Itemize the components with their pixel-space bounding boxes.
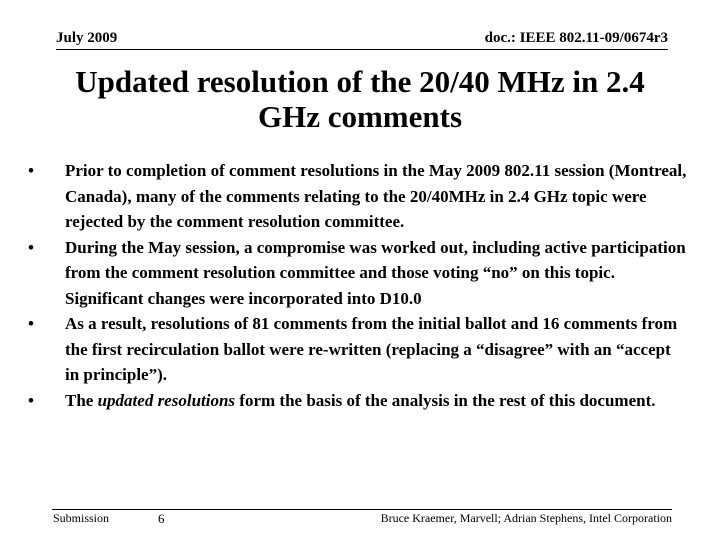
bullet-icon: •: [28, 314, 34, 333]
bullet-text: During the May session, a compromise was worked out, including active participation from the comment resolution committee and those voting “no” on this topic. Significant changes were incorporated into D10.0: [65, 237, 686, 308]
slide-title-line-1: Updated resolution of the 20/40 MHz in 2.4: [75, 64, 645, 99]
bullet-item: [28, 235, 688, 312]
bullet-text-post: form the basis of the analysis in the rest of this document.: [235, 390, 656, 410]
bullet-item: [28, 311, 688, 388]
footer-authors: Bruce Kraemer, Marvell; Adrian Stephens, Intel Corporation: [380, 511, 672, 525]
bullet-emphasis: updated resolutions: [97, 390, 236, 410]
bullet-text: [65, 391, 655, 410]
bullet-item: [28, 158, 688, 235]
header-doc-id: doc.: IEEE 802.11-09/0674r3: [484, 30, 668, 46]
bullet-icon: •: [28, 161, 34, 180]
bullet-text: As a result, resolutions of 81 comments from the initial ballot and 16 comments from the first recirculation ballot were re-written (replacing a “disagree” with an “accept in principle”).: [65, 314, 678, 384]
bullet-list: [28, 158, 688, 413]
header-date: July 2009: [56, 30, 118, 46]
footer-submission: Submission: [53, 511, 110, 525]
bullet-icon: •: [28, 390, 34, 410]
bullet-text: Prior to completion of comment resolutions in the May 2009 802.11 session (Montreal, Canada), many of the comments relating to the 20/40MHz in 2.4 GHz topic were rejected by the comment resolution committee.: [65, 161, 687, 231]
header-rule: [56, 49, 668, 50]
bullet-icon: •: [28, 237, 34, 257]
bullet-text-pre: The: [65, 390, 98, 410]
footer-page-number: 6: [158, 511, 165, 526]
slide-title: [40, 64, 680, 134]
slide-title-line-2: GHz comments: [257, 99, 463, 134]
bullet-item: [28, 388, 688, 414]
footer-rule: [52, 509, 672, 510]
